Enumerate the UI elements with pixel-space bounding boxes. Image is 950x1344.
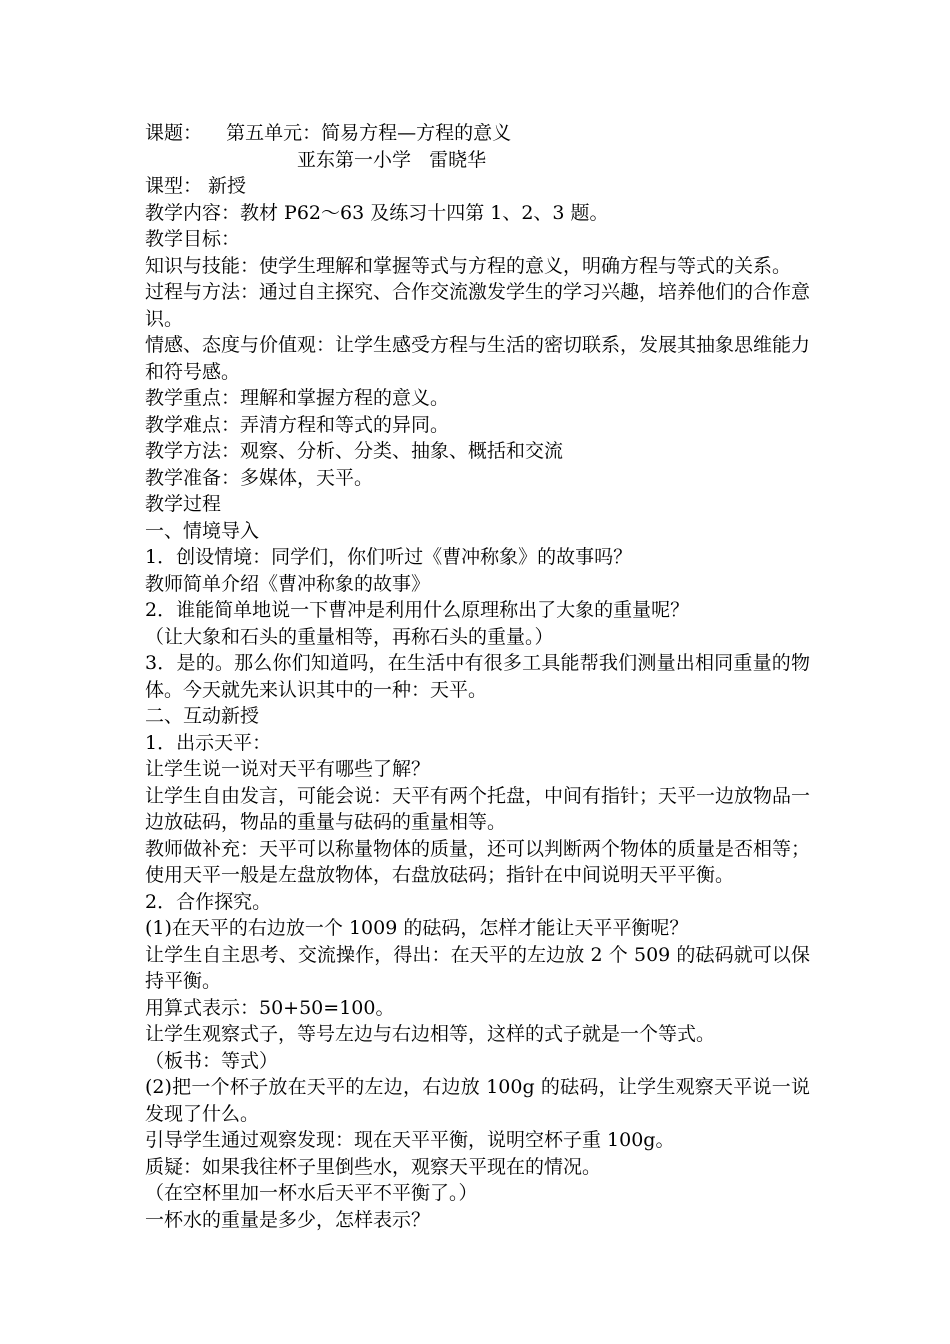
paragraph: 2．谁能简单地说一下曹冲是利用什么原理称出了大象的重量呢？ xyxy=(145,599,690,621)
paragraph: 教师简单介绍《曹冲称象的故事》 xyxy=(145,572,431,595)
lesson-content: 教学内容：教材 P62～63 及练习十四第 1、2、3 题。 xyxy=(145,201,609,224)
paragraph: 让学生观察式子，等号左边与右边相等，这样的式子就是一个等式。 xyxy=(145,1023,716,1045)
goal-knowledge: 知识与技能：使学生理解和掌握等式与方程的意义，明确方程与等式的关系。 xyxy=(145,254,792,277)
goal-process: 过程与方法：通过自主探究、合作交流激发学生的学习兴趣，培养他们的合作意识。 xyxy=(145,281,811,330)
paragraph: 2．合作探究。 xyxy=(145,890,272,913)
paragraph: 让学生自由发言，可能会说：天平有两个托盘，中间有指针；天平一边放物品一边放砝码，物品的重量与砝码的重量相等。 xyxy=(145,784,811,833)
paragraph: (2)把一个杯子放在天平的左边，右边放 100g 的砝码，让学生观察天平说一说发现了什么。 xyxy=(145,1076,810,1125)
paragraph: 1．创设情境：同学们，你们听过《曹冲称象》的故事吗？ xyxy=(145,546,633,568)
lesson-type: 课型： 新授 xyxy=(145,175,247,197)
paragraph: 1．出示天平： xyxy=(145,731,272,754)
teaching-methods: 教学方法：观察、分析、分类、抽象、概括和交流 xyxy=(145,440,564,462)
paragraph: 引导学生通过观察发现：现在天平平衡，说明空杯子重 100g。 xyxy=(145,1129,675,1151)
paragraph: （板书：等式） xyxy=(145,1049,279,1072)
paragraph: 质疑：如果我往杯子里倒些水，观察天平现在的情况。 xyxy=(145,1155,602,1178)
paragraph: 让学生自主思考、交流操作，得出：在天平的左边放 2 个 509 的砝码就可以保持平衡。 xyxy=(145,943,810,992)
paragraph: 用算式表示：50+50=100。 xyxy=(145,996,395,1019)
key-point: 教学重点：理解和掌握方程的意义。 xyxy=(145,387,450,409)
paragraph: (1)在天平的右边放一个 1009 的砝码，怎样才能让天平平衡呢？ xyxy=(145,917,689,939)
process-label: 教学过程 xyxy=(145,493,222,515)
paragraph: 教师做补充：天平可以称量物体的质量，还可以判断两个物体的质量是否相等；使用天平一般是左盘放物体，右盘放砝码；指针在中间说明天平平衡。 xyxy=(145,837,811,886)
goals-label: 教学目标： xyxy=(145,228,241,250)
paragraph: 3．是的。那么你们知道吗，在生活中有很多工具能帮我们测量出相同重量的物体。今天就先来认识其中的一种：天平。 xyxy=(145,652,810,701)
paragraph: （让大象和石头的重量相等，再称石头的重量。） xyxy=(145,625,554,648)
section-heading: 二、互动新授 xyxy=(145,705,260,727)
lesson-title: 课题： 第五单元：简易方程—方程的意义 xyxy=(145,122,512,144)
goal-emotion: 情感、态度与价值观：让学生感受方程与生活的密切联系，发展其抽象思维能力和符号感。 xyxy=(145,334,811,383)
preparation: 教学准备：多媒体，天平。 xyxy=(145,466,374,489)
document-page xyxy=(145,120,810,1233)
paragraph: 一杯水的重量是多少，怎样表示？ xyxy=(145,1208,431,1231)
section-heading: 一、情境导入 xyxy=(145,519,260,542)
author-line: 亚东第一小学 雷晓华 xyxy=(297,148,487,171)
paragraph: 让学生说一说对天平有哪些了解？ xyxy=(145,758,431,780)
paragraph: （在空杯里加一杯水后天平不平衡了。） xyxy=(145,1182,478,1204)
difficulty: 教学难点：弄清方程和等式的异同。 xyxy=(145,413,450,436)
